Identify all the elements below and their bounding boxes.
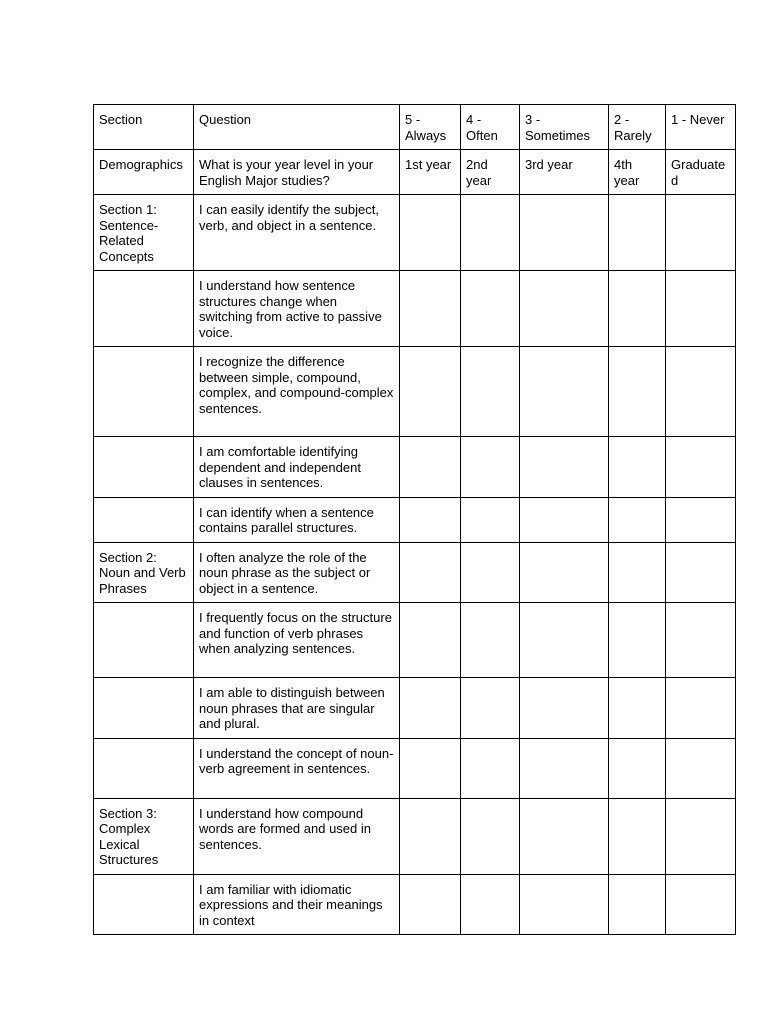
rating-cell[interactable] (666, 874, 736, 935)
question-row (94, 437, 736, 498)
rating-cell[interactable] (400, 542, 461, 603)
rating-cell[interactable] (666, 798, 736, 874)
rating-cell[interactable] (609, 874, 666, 935)
rating-cell[interactable] (400, 437, 461, 498)
rating-cell[interactable] (520, 347, 609, 437)
question-row (94, 678, 736, 739)
section-cell (94, 874, 194, 935)
rating-cell[interactable] (666, 271, 736, 347)
option-cell: 3rd year (520, 150, 609, 195)
header-rating-3-cell: 3 - Sometimes (520, 105, 609, 150)
rating-cell[interactable] (609, 271, 666, 347)
rating-cell[interactable] (461, 678, 520, 739)
question-cell: I understand how compound words are formed and used in sentences. (194, 798, 400, 874)
rating-cell[interactable] (520, 738, 609, 798)
section-cell (94, 347, 194, 437)
header-section-cell: Section (94, 105, 194, 150)
header-rating-5-cell: 5 - Always (400, 105, 461, 150)
question-cell: I can identify when a sentence contains parallel structures. (194, 497, 400, 542)
rating-cell[interactable] (461, 497, 520, 542)
question-cell: What is your year level in your English Major studies? (194, 150, 400, 195)
question-row (94, 542, 736, 603)
rating-cell[interactable] (461, 798, 520, 874)
rating-cell[interactable] (400, 271, 461, 347)
rating-cell[interactable] (609, 347, 666, 437)
question-row (94, 874, 736, 935)
section-cell (94, 271, 194, 347)
rating-cell[interactable] (400, 798, 461, 874)
rating-cell[interactable] (666, 738, 736, 798)
question-cell: I frequently focus on the structure and function of verb phrases when analyzing sentences. (194, 603, 400, 678)
option-cell: 1st year (400, 150, 461, 195)
rating-cell[interactable] (461, 195, 520, 271)
rating-cell[interactable] (461, 437, 520, 498)
rating-cell[interactable] (520, 678, 609, 739)
rating-cell[interactable] (609, 798, 666, 874)
rating-cell[interactable] (520, 798, 609, 874)
question-row (94, 603, 736, 678)
header-rating-2-cell: 2 - Rarely (609, 105, 666, 150)
rating-cell[interactable] (609, 738, 666, 798)
rating-cell[interactable] (520, 271, 609, 347)
rating-cell[interactable] (461, 271, 520, 347)
demographics-row (94, 150, 736, 195)
rating-cell[interactable] (520, 195, 609, 271)
rating-cell[interactable] (520, 603, 609, 678)
question-cell: I often analyze the role of the noun phrase as the subject or object in a sentence. (194, 542, 400, 603)
rating-cell[interactable] (461, 542, 520, 603)
question-row (94, 738, 736, 798)
header-row (94, 105, 736, 150)
rating-cell[interactable] (666, 347, 736, 437)
question-row (94, 271, 736, 347)
rating-cell[interactable] (609, 497, 666, 542)
section-cell: Demographics (94, 150, 194, 195)
section-cell: Section 1: Sentence-Related Concepts (94, 195, 194, 271)
rating-cell[interactable] (609, 542, 666, 603)
rating-cell[interactable] (666, 497, 736, 542)
rating-cell[interactable] (520, 437, 609, 498)
rating-cell[interactable] (520, 542, 609, 603)
question-cell: I understand how sentence structures change when switching from active to passive voice. (194, 271, 400, 347)
rating-cell[interactable] (461, 874, 520, 935)
option-cell: 4th year (609, 150, 666, 195)
question-cell: I can easily identify the subject, verb, and object in a sentence. (194, 195, 400, 271)
question-cell: I am comfortable identifying dependent and independent clauses in sentences. (194, 437, 400, 498)
header-question-cell: Question (194, 105, 400, 150)
question-cell: I recognize the difference between simple, compound, complex, and compound-complex sentences. (194, 347, 400, 437)
section-cell: Section 3: Complex Lexical Structures (94, 798, 194, 874)
section-cell (94, 603, 194, 678)
rating-cell[interactable] (666, 678, 736, 739)
section-cell (94, 497, 194, 542)
rating-cell[interactable] (666, 437, 736, 498)
option-cell: Graduated (666, 150, 736, 195)
question-row (94, 798, 736, 874)
rating-cell[interactable] (400, 347, 461, 437)
question-cell: I am able to distinguish between noun phrases that are singular and plural. (194, 678, 400, 739)
rating-cell[interactable] (400, 738, 461, 798)
question-cell: I understand the concept of noun-verb agreement in sentences. (194, 738, 400, 798)
rating-cell[interactable] (609, 437, 666, 498)
rating-cell[interactable] (609, 678, 666, 739)
rating-cell[interactable] (461, 603, 520, 678)
rating-cell[interactable] (666, 195, 736, 271)
rating-cell[interactable] (609, 195, 666, 271)
header-rating-1-cell: 1 - Never (666, 105, 736, 150)
header-rating-4-cell: 4 - Often (461, 105, 520, 150)
question-row (94, 497, 736, 542)
rating-cell[interactable] (400, 195, 461, 271)
rating-cell[interactable] (400, 603, 461, 678)
section-cell (94, 678, 194, 739)
rating-cell[interactable] (400, 874, 461, 935)
rating-cell[interactable] (666, 603, 736, 678)
rating-cell[interactable] (461, 347, 520, 437)
rating-cell[interactable] (520, 874, 609, 935)
section-cell (94, 738, 194, 798)
question-row (94, 347, 736, 437)
question-cell: I am familiar with idiomatic expressions and their meanings in context (194, 874, 400, 935)
rating-cell[interactable] (400, 678, 461, 739)
survey-table (93, 104, 736, 935)
rating-cell[interactable] (461, 738, 520, 798)
section-cell (94, 437, 194, 498)
rating-cell[interactable] (520, 497, 609, 542)
rating-cell[interactable] (666, 542, 736, 603)
section-cell: Section 2: Noun and Verb Phrases (94, 542, 194, 603)
option-cell: 2nd year (461, 150, 520, 195)
question-row (94, 195, 736, 271)
rating-cell[interactable] (609, 603, 666, 678)
rating-cell[interactable] (400, 497, 461, 542)
